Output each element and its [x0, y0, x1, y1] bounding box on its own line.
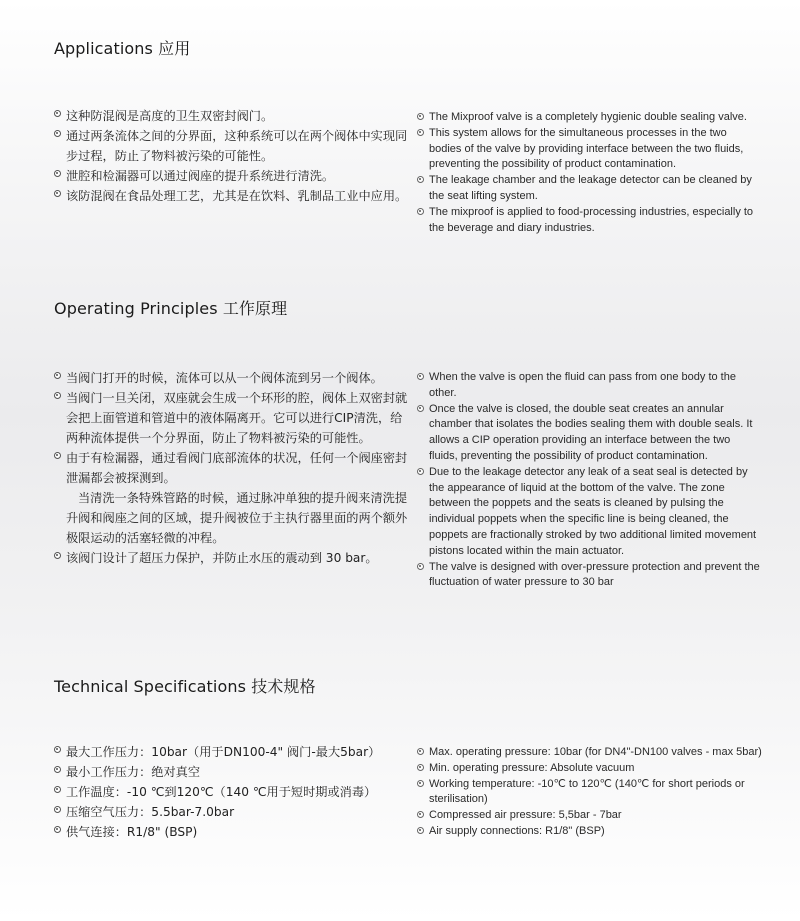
- list-item: 由于有检漏器，通过看阀门底部流体的状况，任何一个阀座密封泄漏都会被探测到。: [54, 448, 409, 488]
- bullet-icon: [417, 373, 424, 380]
- applications-en-list: [417, 110, 762, 236]
- list-item: 工作温度：-10 ℃到120℃（140 ℃用于短时期或消毒）: [54, 782, 409, 802]
- bullet-icon: [417, 748, 424, 755]
- bullet-icon: [54, 452, 61, 459]
- bullet-icon: [417, 405, 424, 412]
- list-item: The leakage chamber and the leakage detector can be cleaned by the seat lifting system.: [417, 173, 762, 205]
- bullet-icon: [417, 563, 424, 570]
- bullet-icon: [54, 190, 61, 197]
- list-item: The valve is designed with over-pressure protection and prevent the fluctuation of water pressure to 30 bar: [417, 560, 762, 592]
- bullet-icon: [54, 130, 61, 137]
- technical-zh-list: [54, 742, 409, 842]
- bullet-icon: [417, 827, 424, 834]
- list-item: Air supply connections: R1/8" (BSP): [417, 824, 762, 840]
- list-item: 通过两条流体之间的分界面，这种系统可以在两个阀体中实现同步过程，防止了物料被污染的可能性。: [54, 126, 409, 166]
- bullet-icon: [54, 392, 61, 399]
- technical-en-list: [417, 745, 762, 840]
- bullet-icon: [417, 113, 424, 120]
- list-item: When the valve is open the fluid can pass from one body to the other.: [417, 370, 762, 402]
- operating-zh-list: [54, 368, 409, 568]
- bullet-icon: [54, 552, 61, 559]
- bullet-icon: [417, 176, 424, 183]
- bullet-icon: [54, 170, 61, 177]
- bullet-icon: [417, 129, 424, 136]
- bullet-icon: [54, 766, 61, 773]
- list-item: Compressed air pressure: 5,5bar - 7bar: [417, 808, 762, 824]
- list-item: 压缩空气压力：5.5bar-7.0bar: [54, 802, 409, 822]
- bullet-icon: [54, 806, 61, 813]
- list-item: Max. operating pressure: 10bar (for DN4"-DN100 valves - max 5bar): [417, 745, 762, 761]
- bullet-icon: [54, 372, 61, 379]
- applications-heading: Applications 应用: [54, 39, 191, 58]
- list-item: 最小工作压力：绝对真空: [54, 762, 409, 782]
- bullet-icon: [54, 110, 61, 117]
- list-item: 当阀门一旦关闭，双座就会生成一个环形的腔，阀体上双密封就会把上面管道和管道中的液体隔离开。它可以进行CIP清洗，给两种流体提供一个分界面，防止了物料被污染的可能性。: [54, 388, 409, 448]
- list-item: 该防混阀在食品处理工艺，尤其是在饮料、乳制品工业中应用。: [54, 186, 409, 206]
- bullet-icon: [417, 764, 424, 771]
- list-item: 最大工作压力：10bar（用于DN100-4" 阀门-最大5bar）: [54, 742, 409, 762]
- applications-zh-list: [54, 106, 409, 206]
- operating-heading: Operating Principles 工作原理: [54, 299, 288, 318]
- list-item: This system allows for the simultaneous processes in the two bodies of the valve by providing interface between the two fluids, preventing the possibility of product contamination.: [417, 126, 762, 173]
- bullet-icon: [54, 786, 61, 793]
- list-item: Once the valve is closed, the double seat creates an annular chamber that isolates the bodies sealing them with double seals. It allows a CIP operation providing an interface between the two fluids, preventing the possibility of product contamination.: [417, 402, 762, 465]
- list-item: Due to the leakage detector any leak of a seat seal is detected by the appearance of liquid at the bottom of the valve. The zone between the poppets and the seats is cleaned by pulsing the individual poppets when the specific line is being cleaned, the poppets are fractionally stroked by two additional limited movement pistons located within the main actuator.: [417, 465, 762, 560]
- list-item: 当阀门打开的时候，流体可以从一个阀体流到另一个阀体。: [54, 368, 409, 388]
- list-item: The Mixproof valve is a completely hygienic double sealing valve.: [417, 110, 762, 126]
- list-item: 该阀门设计了超压力保护，并防止水压的震动到 30 bar。: [54, 548, 409, 568]
- list-item: Working temperature: -10℃ to 120℃ (140℃ for short periods or sterilisation): [417, 777, 762, 809]
- list-item: 这种防混阀是高度的卫生双密封阀门。: [54, 106, 409, 126]
- operating-zh-paragraph: 当清洗一条特殊管路的时候，通过脉冲单独的提升阀来清洗提升阀和阀座之间的区域，提升阀被位于主执行器里面的两个额外极限运动的活塞轻微的冲程。: [66, 491, 408, 545]
- list-item: 供气连接：R1/8" (BSP): [54, 822, 409, 842]
- bullet-icon: [54, 746, 61, 753]
- bullet-icon: [417, 468, 424, 475]
- bullet-icon: [417, 811, 424, 818]
- bullet-icon: [417, 780, 424, 787]
- list-item: The mixproof is applied to food-processing industries, especially to the beverage and diary industries.: [417, 205, 762, 237]
- technical-heading: Technical Specifications 技术规格: [54, 677, 316, 696]
- bullet-icon: [417, 208, 424, 215]
- list-item: 泄腔和检漏器可以通过阀座的提升系统进行清洗。: [54, 166, 409, 186]
- operating-en-list: [417, 370, 762, 591]
- list-item: Min. operating pressure: Absolute vacuum: [417, 761, 762, 777]
- bullet-icon: [54, 826, 61, 833]
